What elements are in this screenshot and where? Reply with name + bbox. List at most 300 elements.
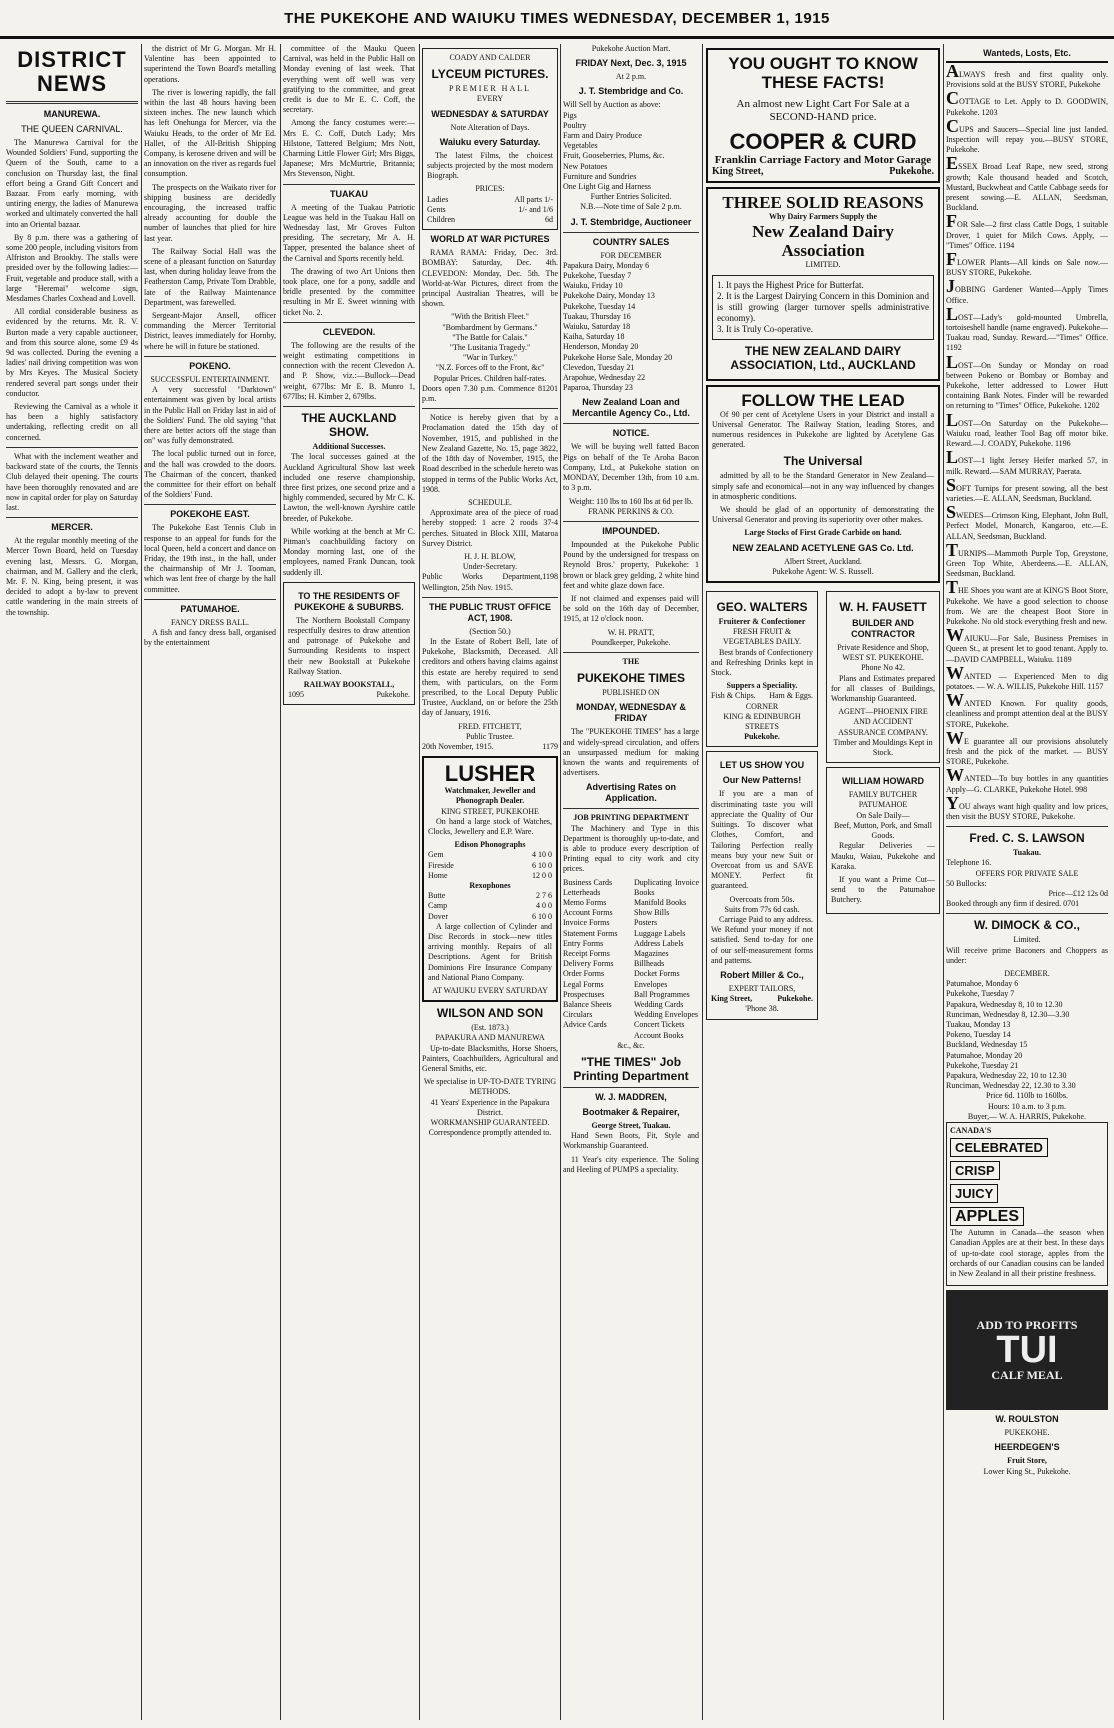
list-item: "N.Z. Forces off to the Front, &c" [435,363,545,373]
dimock-name: W. DIMOCK & CO., [974,918,1080,933]
popular-prices: Popular Prices. Children half-rates. [433,373,547,383]
list-item: Pokeno, Tuesday 14 [946,1030,1011,1040]
list-item: Henderson, Monday 20 [563,342,639,352]
article-paragraph: The drawing of two Art Unions then took place, one for a pony, saddle and bridle presented by the committee resulting in Mr E. Sweet winning with ticket No. 2. [283,266,415,317]
impounded-heading: IMPOUNDED. [602,525,660,536]
maddren-name: W. J. MADDREN, [595,1092,667,1103]
private-sale-heading: OFFERS FOR PRIVATE SALE [975,868,1079,878]
list-item: Farm and Dairy Produce [563,131,642,141]
bookstall-number: 1095 [288,690,304,700]
list-item: Account Books [634,1030,684,1040]
list-item: "Bombardment by Germans." [442,322,538,332]
notice-text: We will be buying well fatted Bacon Pigs on behalf of the Te Aroha Bacon Company, Ltd., at Pukekohe station on MONDAY, December 13th, from 10 a.m. to 3 p.m. [563,442,699,493]
fausett-text: Plans and Estimates prepared for all classes of Buildings, Workmanship Guaranteed. [831,673,935,704]
miller-phone: 'Phone 38. [745,1004,779,1014]
article-paragraph: By 8 p.m. there was a gathering of some 200 people, including visitors from Alfriston and Brookby. The stalls were presided over by the following ladies:—Fruit, vegetable and produce stall, with a large "Heremai" welcome sign, Mesdames Charles Coxhead and Lovell. [6,232,138,304]
acetylene-text: admitted by all to be the Standard Generator in New Zealand—simply safe and economical—not in any way influenced by changes in atmospheric conditions. [712,471,934,501]
divider [6,517,138,518]
classified-ad: YOU always want high quality and low prices, then visit the BUSY STORE, Pukekohe. [946,792,1108,821]
advertising-rates: Advertising Rates on Application. [585,782,677,804]
lusher-waiuku: AT WAIUKU EVERY SATURDAY [432,986,548,996]
dairy-limited: LIMITED. [805,260,841,270]
table-row: Butte 2 7 6 [428,891,552,901]
list-item: Arapohue, Wednesday 22 [563,373,646,383]
job-printing-heading: JOB PRINTING DEPARTMENT [573,813,689,823]
overcoats: Overcoats from 50s. [729,894,795,904]
public-trust-section: (Section 50.) [469,626,511,636]
article-paragraph: The Pukekohe East Tennis Club in response to an appeal for funds for the local Queen, held a concert and dance on Friday, the 19th inst., in the hall, under the chairmanship of Mr J. Tooman, which was lent free of charge by the hall committee. [144,523,276,594]
pokeno-heading: POKENO. [189,360,231,371]
divider [144,504,276,505]
list-item: Kaiha, Saturday 18 [563,332,625,342]
auction-note: N.B.—Note time of Sale 2 p.m. [580,202,682,212]
light-cart: An almost new Light Cart For Sale at a SECOND-HAND price. [736,98,910,123]
auction-date: FRIDAY Next, Dec. 3, 1915 [575,58,687,69]
lusher-location: KING STREET, PUKEKOHE [441,806,539,816]
list-item: New Potatoes [563,161,608,171]
lusher-ad [422,756,558,1002]
signatory: FRED. FITCHETT, [458,721,522,731]
list-item: Buckland, Wednesday 15 [946,1040,1028,1050]
cooper-curd-ad [706,48,940,183]
list-item: Memo Forms [563,897,607,907]
walters-text: Best brands of Confectionery and Refreshing Drinks kept in Stock. [711,647,813,678]
column-rule [280,44,281,1720]
notice-place: Public Works Department, Wellington, 25th Nov. 1915. [422,572,543,592]
price-row: Ladies All parts 1/- [427,194,553,204]
column-rule [702,44,703,1720]
dimock-month: DECEMBER. [1004,969,1050,979]
list-item: Tuakau, Thursday 16 [563,311,631,321]
show-you-text: Carriage Paid to any address. We Refund your money if not satisfied. Send to-day for one of our self-measurement forms and patterns. [711,914,813,965]
column-three [283,44,415,1720]
walters-name: GEO. WALTERS [716,600,808,615]
carbide-stock: Large Stocks of First Grade Carbide on hand. [744,528,902,538]
list-item: Billheads [634,959,665,969]
booked-text: Booked through any firm if desired. 0701 [946,899,1080,909]
cooper-street: King Street, [712,166,764,177]
impounded-text: Impounded at the Pukekohe Public Pound by the undersigned for trespass on Reynold Bros.' property, Pukekohe: 1 brown or black grey gelding, 2 white hind feet and white glaze down face. [563,539,699,590]
lyceum-ad [422,48,558,230]
list-item: Wedding Cards [634,1000,684,1010]
article-paragraph: committee of the Mauku Queen Carnival, was held in the Public Hall on Monday evening of last week. That everything went off well was very gratifying to the committee, and great credit is due to Mr E. C. Coff, the secretary. [283,44,415,115]
manurewa-heading: MANUREWA. [43,109,101,119]
list-item: One Light Gig and Harness [563,182,651,192]
classified-ad: WANTED — Experienced Men to dig potatoes. — W. A. WILLIS, Pukekohe Hill. 1157 [946,662,1108,691]
list-item: Show Bills [634,908,670,918]
list-item: Delivery Forms [563,959,614,969]
fausett-name: W. H. FAUSETT [839,600,927,615]
maddren-text: 11 Year's city experience. The Soling and Heeling of PUMPS a speciality. [563,1154,699,1174]
fausett-agent: AGENT—PHOENIX FIRE AND ACCIDENT ASSURANCE COMPANY. [838,707,928,737]
bullocks: 50 Bullocks: [946,878,987,888]
list-item: Clevedon, Tuesday 21 [563,362,635,372]
universal-heading: The Universal [783,454,863,469]
classified-ad: THE Shoes you want are at KING'S Boot Store, Pukekohe. We have a good selection to choose from. We are the cheapest Boot Store in Pukekohe. No old stock everything fresh and new. [946,577,1108,626]
divider [6,447,138,448]
public-trust-text: In the Estate of Robert Bell, late of Pukekohe, Blacksmith, Deceased. All creditors and others having claims against this estate are hereby required to send them, with particulars, on the Form prescribed, to the Local Deputy Public Trustee, Auckland, on or before the 25th day of January, 1916. [422,636,558,718]
heerdegen-store: Fruit Store, [1007,1456,1047,1466]
auction-time: At 2 p.m. [615,72,647,82]
wilson-established: (Est. 1873.) [471,1023,509,1033]
divider [422,597,558,598]
schedule-heading: SCHEDULE. [468,497,512,507]
war-pictures-heading: WORLD AT WAR PICTURES [430,234,550,245]
classified-ad: WE guarantee all our provisions absolutely fresh and the pick of the market. — BUSY STORE, Pukekohe. [946,727,1108,767]
lyceum-note: Note Alteration of Days. [450,122,530,132]
classified-ad: COTTAGE to Let. Apply to D. GOODWIN, Pukekohe. 1203 [946,88,1108,117]
column-rule [141,44,142,1720]
table-row: Home 12 0 0 [428,870,552,880]
divider [563,521,699,522]
roulston-name: W. ROULSTON [995,1414,1059,1425]
clevedon-heading: CLEVEDON. [322,326,376,337]
heerdegen-name: HEERDEGEN'S [994,1442,1060,1453]
table-row: Camp 4 0 0 [428,901,552,911]
walters-town: Pukekohe. [744,732,780,742]
wilson-title: WILSON AND SON [436,1006,544,1021]
classified-ad: WANTED—To buy bottles in any quantities Apply—G. CLARKE, Pukekohe Hotel. 998 [946,765,1108,794]
rexophones-heading: Rexophones [469,881,511,890]
classified-ad: FOR Sale—2 first class Cattle Dogs, 1 suitable Drover, 1 quiet for Milch Cows. Apply, — "Times" Office. 1194 [946,211,1108,250]
list-item: Pukekohe, Tuesday 14 [563,301,636,311]
column-two [144,44,276,1720]
walters-trade: Fruiterer & Confectioner [718,617,806,627]
bookstall-signature: RAILWAY BOOKSTALL, [303,679,395,689]
job-printing-text: The Machinery and Type in this Department is thoroughly up-to-date, and is able to produce every description of Printing equal to city work and city prices. [563,823,699,874]
list-item: 2. It is the Largest Dairying Concern in this Dominion and is still growing (larger turnover spells administrative economy). [717,290,929,323]
mercer-heading: MERCER. [51,522,93,533]
signatory: H. J. H. BLOW, [464,551,516,561]
times-text: The "PUKEKOHE TIMES" has a large and widely-spread circulation, and offers an unsurpassed medium for making known the wants and requirements of advertisers. [563,727,699,778]
list-item: Letterheads [563,887,601,897]
list-item: 1. It pays the Highest Price for Butterfat. [717,279,864,290]
auction-intro: Will Sell by Auction as above: [563,100,661,110]
edison-heading: Edison Phonographs [454,840,526,850]
list-item: Address Labels [634,938,684,948]
fausett-ad [826,591,940,763]
classified-ad: ALWAYS fresh and first quality only. Provisions sold at the BUSY STORE, Pukekohe [946,61,1108,90]
times-title: PUKEKOHE TIMES [576,671,685,686]
tui-add-profits: ADD TO PROFITS [976,1318,1078,1333]
classified-ad: ESSEX Broad Leaf Rape, new seed, strong growth; Kale thousand headed and Scotch, Mustard, Buckwheat and Cattle Cabbage seeds for present sowing.—E. ALLAN, Seedsman, Buckland. [946,153,1108,213]
wilson-experience: 41 Years' Experience in the Papakura District. [430,1097,550,1117]
notice-weight: Weight: 110 lbs to 160 lbs at 6d per lb. [569,496,693,506]
classified-ad: SOFT Turnips for present sowing, all the best varieties.—E. ALLAN, Seedsman, Buckland. [946,474,1108,503]
list-item: Furniture and Sundries [563,171,637,181]
nz-loan-heading: New Zealand Loan and Mercantile Agency Co., Ltd. [572,397,690,419]
howard-trade: FAMILY BUTCHER [848,790,918,800]
apples-text: The Autumn in Canada—the season when Canadian Apples are at their best. In these days of up-to-date cool storage, apples from the orchards of our Canadian cousins can be landed in New Zealand in all their pristine freshness. [950,1228,1104,1279]
job-etc: &c., &c. [617,1040,645,1050]
divider [6,101,138,104]
masthead-title: THE PUKEKOHE AND WAIUKU TIMES WEDNESDAY, DECEMBER 1, 1915 [284,9,830,27]
list-item: Receipt Forms [563,949,610,958]
column-five [563,44,699,1720]
masthead [0,0,1114,39]
list-item: Waiuku, Saturday 18 [563,322,631,332]
why-dairy: Why Dairy Farmers Supply the [769,212,877,222]
list-item: "With the British Fleet." [451,312,529,322]
maddren-trade: Bootmaker & Repairer, [582,1107,680,1118]
walters-corner: CORNER [745,701,779,711]
column-wanteds [946,44,1108,1720]
ad-number: 1179 [542,741,558,751]
walters-streets: KING & EDINBURGH STREETS [723,711,801,732]
notice-text: Notice is hereby given that by a Proclamation dated the 15th day of November, 1915, and published in the New Zealand Gazette, No. 15, page 3822, of the 18th day of November, 1915, the Road described in the schedule hereto was stopped in terms of the Public Works Act, 1908. [422,413,558,494]
column-district-news [6,44,138,1720]
fausett-phone: Phone No 42. [861,663,905,673]
list-item: Luggage Labels [634,928,686,938]
notice-heading: NOTICE. [612,428,650,439]
walters-ad [706,591,818,747]
article-paragraph: Among the fancy costumes were:—Mrs E. C. Coff, Dutch Lady; Mrs Hilstone, Tattered Belgium; Mrs Nott, Charming Little Flower Girl; Mrs Biggs, Japanese; Mrs McMurtrie, Britannia; Mrs Stevenson, Night. [283,118,415,179]
show-you-heading: LET US SHOW YOU [719,760,805,771]
list-item: Entry Forms [563,938,604,948]
lawson-town: Tuakau. [1013,848,1041,858]
classified-ad: WAIUKU—For Sale, Business Premises in Queen St., at present let to good tenant. Apply to.—DAVID CAMPBELL, Waiuku. 1189 [946,625,1108,664]
wanteds-heading: Wanteds, Losts, Etc. [946,48,1108,63]
apples-ad [946,1122,1108,1286]
list-item: Runciman, Wednesday 22, 12.30 to 3.30 [946,1081,1076,1091]
miller-trade: EXPERT TAILORS, [728,983,796,993]
maddren-address: George Street, Tuakau. [591,1121,671,1131]
list-item: 3. It is Truly Co-operative. [717,323,813,334]
lusher-title: LUSHER [444,761,536,787]
article-paragraph: Reviewing the Carnival as a whole it has been a highly satisfactory undertaking, reflecting credit on all concerned. [6,402,138,442]
schedule-text: Approximate area of the piece of road hereby stopped: 1 acre 2 roods 37-4 perches. Situated in Block XIII, Mataroa Survey District. [422,508,558,548]
list-item: Waiuku, Friday 10 [563,281,623,291]
walters-ham: Ham & Eggs. [769,691,813,701]
fausett-trade: BUILDER AND CONTRACTOR [851,618,915,640]
franklin-factory: Franklin Carriage Factory and Motor Garage [714,154,932,166]
list-item: Prospectuses [563,989,605,999]
article-paragraph: All cordial considerable business as evidenced by the returns. Mr. R. V. Burton made a very capable auctioneer, and from this source alone, some £9 4s 9d was collected. During the evening a ladies' nail driving competition was won by Mrs Keyes. The Musical Society rendered several part songs under their conductor. [6,307,138,398]
doors-open: Doors open 7.30 p.m. Commence 8 p.m. [422,383,542,404]
list-item: Magazines [634,949,669,958]
list-item: "The Battle for Calais." [452,332,528,342]
pokeno-subheading: SUCCESSFUL ENTERTAINMENT. [150,374,270,384]
list-item: Docket Forms [634,969,680,979]
times-the: THE [622,656,640,666]
wilson-correspondence: Correspondence promptly attended to. [428,1128,552,1138]
patterns-heading: Our New Patterns! [722,775,802,786]
ought-to-know: YOU OUGHT TO KNOW THESE FACTS! [728,54,918,92]
apples-juicy: JUICY [950,1184,998,1203]
lyceum-text: The latest Films, the choicest subjects projected by the most modern Biograph. [427,150,553,181]
signatory-title: Public Trustee. [465,731,514,741]
list-item: Runciman, Wednesday 8, 12.30—3.30 [946,1009,1070,1019]
list-item: Pukekohe Horse Sale, Monday 20 [563,352,673,362]
lusher-text: A large collection of Cylinder and Disc Records in stock—new titles arriving monthly. Repairs of all Descriptions. Agent for British Dominions Fire Insurance Company and National Piano Company. [428,921,552,982]
table-row: Fireside 6 10 0 [428,860,552,870]
article-paragraph: A fish and fancy dress ball, organised by the entertainment [144,627,276,648]
notice-date: 20th November, 1915. [422,741,494,751]
divider [563,1087,699,1088]
lusher-trade: Watchmaker, Jeweller and Phonograph Dealer. [444,786,536,806]
lyceum-waiuku: Waiuku every Saturday. [439,136,541,147]
patumahoe-heading: PATUMAHOE. [180,603,240,614]
acetylene-agent: Pukekohe Agent: W. S. Russell. [772,566,874,576]
show-you-text: If you are a man of discriminating taste you will appreciate the Quality of Our Suitings. To discover what Clothes, Comfort, and Tailoring Perfection really means buy your new Suit or Overcoat from us and SAVE MONEY. Perfect fit guaranteed. [711,789,813,891]
list-item: Paparoa, Thursday 23 [563,383,633,393]
impounded-text: If not claimed and expenses paid will be sold on the 16th day of December, 1915, at 12 o'clock noon. [563,593,699,624]
column-six [706,44,940,1720]
divider [563,652,699,653]
article-paragraph: The river is lowering rapidly, the fall within the last 48 hours having been sixteen inches. The new launch which has left Onehunga for Mercer, via the Waiuku Heads, to the order of Mr Ed. Hallet, of the All-British Shipping Company, is kerosene driven and will be an innovation on the river as regards fuel consumption. [144,87,276,179]
lyceum-title: LYCEUM PICTURES. [431,67,549,82]
walters-fresh: FRESH FRUIT & VEGETABLES DAILY. [723,627,801,647]
price-row: Gents 1/- and 1/6 [427,204,553,214]
lawson-phone: Telephone 16. [946,858,992,868]
show-you-ad [706,751,818,1019]
list-item: Pukekohe Dairy, Monday 13 [563,291,655,301]
list-item: Manifold Books [634,897,687,907]
article-paragraph: The following are the results of the weight estimating competitions in connection with the recent Clevedon A. and P. Show, viz.:—Bullock—Dead weight, 677lbs: Mr E. B. Munro 1, 677lbs; H. Kimber 2, 679lbs. [283,340,415,401]
three-reasons: THREE SOLID REASONS [722,193,924,213]
classified-ad: SWEDES—Crimson King, Elephant, John Bull, Perfect Model, Monarch, Kangaroo, etc.—E. ALLAN, Seedsman, Buckland. [946,502,1108,541]
pukekohe-east-heading: POKEKOHE EAST. [170,509,250,520]
auckland-show-subheading: Additional Successes. [312,442,386,452]
wilson-special: We specialise in UP-TO-DATE TYRING METHODS. [423,1077,557,1097]
list-item: Posters [634,918,658,928]
dimock-hours: Hours: 10 a.m. to 3 p.m. [988,1101,1066,1111]
tuakau-heading: TUAKAU [330,188,368,199]
miller-street: King Street, [711,994,753,1004]
acetylene-address: Albert Street, Auckland. [784,556,862,566]
ad-number: 1201 [542,383,558,393]
divider [563,808,699,809]
times-job-dept: "THE TIMES" Job Printing Department [573,1055,689,1084]
suits: Suits from 77s 6d cash. [724,904,800,914]
miller-name: Robert Miller & Co., [720,969,804,980]
list-item: Statement Forms [563,928,618,938]
maddren-text: Hand Sewn Boots, Fit, Style and Workmanship Guaranteed. [563,1131,699,1151]
reasons-box [712,275,934,340]
list-item: "War in Turkey." [462,353,518,363]
article-paragraph: The local public turned out in force, and the hall was crowded to the doors. The Chairman of the concert, thanked the committee for their effort on behalf of the Soldiers' Fund. [144,449,276,500]
list-item: Pukekohe, Tuesday 7 [946,989,1015,999]
fausett-address: Private Residence and Shop, WEST ST. PUKEKOHE. [837,643,929,663]
miller-town: Pukekohe. [777,994,813,1004]
lyceum-hall: PREMIER HALL [449,84,531,94]
price-row: Children 6d [427,215,553,225]
column-rule [419,44,420,1720]
bullocks-price: Price—£12 12s 0d [1048,889,1108,898]
list-item: Advice Cards [563,1020,607,1030]
divider [563,423,699,424]
tui-calf-meal-ad [946,1290,1108,1410]
left-ad-stack [706,587,818,1024]
acetylene-text: We should be glad of an opportunity of demonstrating the Universal Generator and proving its superiority over other makes. [712,505,934,525]
divider [283,322,415,323]
article-paragraph: While working at the bench at Mr C. Pitman's coachbuilding factory on Monday morning last, one of the employees, named Frank Duncan, took suddenly ill. [283,526,415,577]
howard-town: PATUMAHOE [858,800,908,810]
list-item: Patumahoe, Monday 6 [946,979,1019,989]
list-item: Legal Forms [563,979,604,989]
howard-text: Regular Deliveries — Mauku, Waiau, Pukekohe and Karaka. [831,841,935,871]
classified-ad: TURNIPS—Mammoth Purple Top, Greystone, Green Top White, Aberdeens.—E. ALLAN, Seedsman, Buckland. [946,539,1108,579]
times-published: PUBLISHED ON [602,688,660,698]
list-item: Patumahoe, Monday 20 [946,1050,1023,1060]
column-four [422,44,558,1720]
list-item: Balance Sheets [563,1000,612,1010]
list-item: Wedding Envelopes [634,1010,699,1020]
article-paragraph: the district of Mr G. Morgan. Mr H. Valentine has been appointed to superintend the Town Board's metalling operations. [144,44,276,84]
public-trust-heading: THE PUBLIC TRUST OFFICE ACT, 1908. [429,601,551,623]
table-row: Gem 4 10 0 [428,850,552,860]
nz-dairy-association: New Zealand Dairy Association [752,222,894,261]
auctioneer-name: J. T. Stembridge, Auctioneer [570,216,692,227]
list-item: Pigs [563,110,577,120]
list-item: Pukekohe, Tuesday 7 [563,271,632,281]
signatory-title: Poundkeeper, Pukekohe. [591,637,671,647]
country-sales-heading: COUNTRY SALES [592,236,670,247]
list-item: Vegetables [563,141,598,151]
dairy-association-ad [706,187,940,380]
ad-number: 1198 [542,572,558,582]
divider [563,232,699,233]
classified-ad: LOST—Lady's gold-mounted Umbrella, tortoiseshell handle (name engraved). Pukekohe—Tuakau road, Sunday. Reward.—"Times" Office. 1192 [946,303,1108,353]
list-item: Ball Programmes [634,989,690,999]
lawson-name: Fred. C. S. LAWSON [969,831,1085,846]
lyceum-owners: COADY AND CALDER [449,53,531,62]
list-item: Pukekohe, Tuesday 21 [946,1060,1019,1070]
auction-entries: Further Entries Solicited. [590,192,672,202]
dimock-text: Will receive prime Baconers and Choppers as under: [946,945,1108,965]
list-item: Papakura Dairy, Monday 6 [563,260,650,270]
list-item: Papakura, Wednesday 8, 10 to 12.30 [946,999,1063,1009]
district-news-heading: DISTRICT NEWS [17,47,127,96]
roulston-town: PUKEKOHE. [1004,1428,1050,1438]
article-paragraph: Sergeant-Major Ansell, officer commanding the Mercer Territorial District, leaves immediately for Hornby, where he will in future be stationed. [144,311,276,351]
list-item: Duplicating Invoice Books [634,877,699,897]
signatory: W. H. PRATT, [607,627,655,637]
divider [144,356,276,357]
list-item: Circulars [563,1010,593,1020]
divider [422,408,558,409]
article-paragraph: The Manurewa Carnival for the Wounded Soldiers' Fund, supporting the Queen of the South, came to a conclusion on Thursday last, the final effort being a Grand Gift Concert and Bazaar. From early morning, with untiring energy, the ladies of Manurewa worked and ultimately converted the hall into an Oriental bazaar. [6,138,138,229]
list-item: Concert Tickets [634,1020,685,1030]
list-item: Invoice Forms [563,918,610,928]
classified-ad: LOST—On Saturday on the Pukekohe—Waiuku road, leather Tool Bag off motor bike. Reward.—J. COADY, Pukekohe. 1196 [946,409,1108,449]
right-ad-stack [826,587,940,917]
lyceum-every: EVERY [476,94,504,104]
acetylene-ad [706,385,940,583]
dimock-limited: Limited. [1013,935,1041,945]
cooper-town: Pukekohe. [889,166,934,177]
divider [283,184,415,185]
article-paragraph: At the regular monthly meeting of the Mercer Town Board, held on Tuesday evening last, Messrs. G. Morgan, chairman, and M. Gallery and the clerk, Mr. F. N. King, being present, it was decided to adopt a by-law to prevent cattle wandering in the main streets of the township. [6,536,138,617]
fausett-timber: Timber and Mouldings Kept in Stock. [833,737,933,758]
lusher-text: On hand a large stock of Watches, Clocks, Jewellery and E.P. Ware. [428,816,552,836]
article-paragraph: What with the inclement weather and backward state of the courts, the Tennis Club delayed their opening. The courts have been thoroughly renovated and are now in capital order for play on Saturday last. [6,451,138,512]
divider [144,599,276,600]
list-item: Business Cards [563,877,613,887]
auction-mart: Pukekohe Auction Mart. [591,44,671,53]
auckland-show-heading: THE AUCKLAND SHOW. [301,411,397,440]
article-paragraph: A very successful "Darktown" entertainment was given by local artists in the Public Hall on Friday last in aid of the Soldiers' Fund. The old saying "that there are better actors off the stage than on" was fully demonstrated. [144,385,276,446]
divider [946,913,1108,914]
howard-ad [826,767,940,913]
classified-ad: LOST—1 light Jersey Heifer marked 57, in milk. Reward.—SAM MURRAY, Paerata. [946,447,1108,476]
wilson-text: Up-to-date Blacksmiths, Horse Shoers, Painters, Coachbuilders, Agricultural and General Smiths, etc. [422,1043,558,1074]
classified-ad: CUPS and Saucers—Special line just landed. Inspection will repay you.—BUSY STORE, Pukekohe. [946,115,1108,155]
wilson-guarantee: WORKMANSHIP GUARANTEED. [430,1118,550,1128]
bookstall-town: Pukekohe. [376,690,410,700]
tui-logo: TUI [996,1329,1058,1372]
walters-fish: Fish & Chips. [711,691,756,701]
